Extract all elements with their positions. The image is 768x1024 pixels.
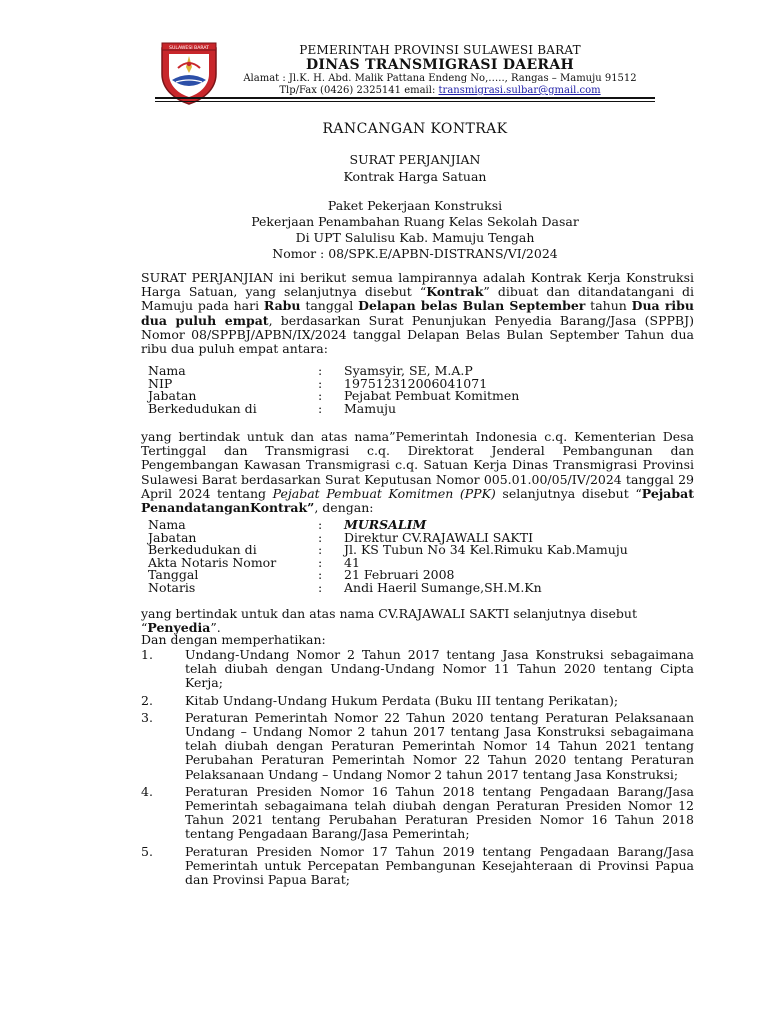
letterhead-contact (230, 85, 650, 97)
field-value: 41 (344, 554, 360, 570)
field-colon: : (318, 542, 323, 557)
list-item-text: Kitab Undang-Undang Hukum Perdata (Buku III tentang Perikatan); (185, 692, 619, 708)
package-line-3: Di UPT Salulisu Kab. Mamuju Tengah (295, 230, 535, 245)
field-label: Jabatan (148, 388, 197, 403)
logo-label: SULAWESI BARAT (169, 45, 209, 51)
field-label: Tanggal (148, 567, 199, 582)
field-value: Jl. KS Tubun No 34 Kel.Rimuku Kab.Mamuju (344, 542, 628, 557)
list-item (141, 648, 694, 691)
letterhead-government: PEMERINTAH PROVINSI SULAWESI BARAT (299, 43, 581, 57)
field-colon: : (318, 529, 323, 545)
subtitle-agreement: SURAT PERJANJIAN (349, 152, 481, 167)
list-item-text: Undang-Undang Nomor 2 Tahun 2017 tentang Jasa Konstruksi sebagaimana telah diubah dengan Undang-Undang Nomor 11 Tahun 2020 tentang Cipta Kerja; (185, 647, 694, 691)
party1-details (148, 365, 701, 415)
field-value: Direktur CV.RAJAWALI SAKTI (344, 529, 534, 545)
package-line-2: Pekerjaan Penambahan Ruang Kelas Sekolah Dasar (251, 214, 579, 229)
subtitle-contract-type: Kontrak Harga Satuan (343, 169, 487, 184)
field-value: MURSALIM (344, 517, 427, 532)
list-item-text: Peraturan Presiden Nomor 17 Tahun 2019 tentang Pengadaan Barang/Jasa Pemerintah untuk Percepatan Pembangunan Kesejahteraan di Provinsi Papua dan Provinsi Papua Barat; (185, 843, 694, 888)
letterhead-agency: DINAS TRANSMIGRASI DAERAH (305, 57, 575, 73)
field-colon: : (318, 400, 323, 416)
list-item-text: Peraturan Pemerintah Nomor 22 Tahun 2020 tentang Peraturan Pelaksanaan Undang – Undang Nomor 2 tahun 2017 tentang Jasa Konstruksi sebagaimana telah diubah dengan Peraturan Pemerintah Nomor 14 Tahun 2021 tentang Perubahan Peraturan Pemerintah Nomor 22 Tahun 2020 tentang Peraturan Pelaksanaan Undang – Undang Nomor 2 tahun 2017 tentang Jasa Konstruksi; (185, 709, 694, 782)
list-item-number: 3. (141, 709, 153, 725)
field-colon: : (318, 554, 323, 570)
intro-paragraph: SURAT PERJANJIAN ini berikut semua lampirannya adalah Kontrak Kerja Konstruksi Harga Satuan, yang selanjutnya disebut “Kontrak” dibuat dan ditandatangani di Mamuju pada hari Rabu tanggal Delapan belas Bulan September tahun Dua ribu dua puluh empat, berdasarkan Surat Penunjukan Penyedia Barang/Jasa (SPPBJ) Nomor 08/SPPBJ/APBN/IX/2024 tanggal Delapan Belas Bulan September Tahun dua ribu dua puluh empat antara: (141, 270, 695, 357)
document-title: RANCANGAN KONTRAK (322, 121, 508, 137)
field-label: Akta Notaris Nomor (148, 554, 277, 570)
letterhead-rule-thin (155, 101, 655, 102)
list-item-number: 1. (141, 647, 153, 662)
list-item (141, 711, 694, 782)
field-label: Berkedudukan di (148, 400, 257, 416)
field-colon: : (318, 579, 323, 595)
letterhead-email-link[interactable]: transmigrasi.sulbar@gmail.com (438, 85, 601, 96)
party2-row (148, 582, 628, 595)
list-item-number: 2. (141, 692, 153, 708)
field-colon: : (318, 517, 323, 532)
legal-basis-list-wrapper (141, 648, 694, 890)
field-value: 21 Februari 2008 (344, 567, 455, 582)
field-label: Notaris (148, 579, 196, 595)
field-label: Nama (148, 517, 186, 532)
field-value: 197512312006041071 (344, 375, 488, 391)
party1-table (148, 365, 519, 415)
field-colon: : (318, 363, 323, 378)
field-value: Mamuju (344, 400, 397, 416)
letterhead-phone: Tlp/Fax (0426) 2325141 email: (279, 85, 439, 96)
considering-heading: Dan dengan memperhatikan: (141, 632, 326, 647)
field-label: Berkedudukan di (148, 542, 257, 557)
letterhead-rule-thick (155, 97, 655, 99)
letterhead (230, 43, 650, 97)
party2-details (148, 519, 701, 594)
list-item (141, 694, 694, 708)
field-value: Pejabat Pembuat Komitmen (344, 388, 520, 403)
party2-table (148, 519, 628, 594)
list-item (141, 785, 694, 842)
list-item-number: 5. (141, 843, 153, 859)
field-value: Andi Haeril Sumange,SH.M.Kn (344, 579, 542, 595)
field-label: Jabatan (148, 529, 197, 545)
letterhead-address: Alamat : Jl.K. H. Abd. Malik Pattana Endeng No,….., Rangas – Mamuju 91512 (243, 73, 637, 84)
list-item (141, 845, 694, 888)
provider-paragraph: yang bertindak untuk dan atas nama CV.RAJAWALI SAKTI selanjutnya disebut “Penyedia”. (141, 606, 637, 636)
contract-number: Nomor : 08/SPK.E/APBN-DISTRANS/VI/2024 (272, 246, 558, 261)
field-label: Nama (148, 363, 186, 378)
list-item-text: Peraturan Presiden Nomor 16 Tahun 2018 tentang Pengadaan Barang/Jasa Pemerintah sebagaimana telah diubah dengan Peraturan Presiden Nomor 12 Tahun 2021 tentang Perubahan Peraturan Presiden Nomor 16 Tahun 2018 tentang Pengadaan Barang/Jasa Pemerintah; (185, 783, 694, 842)
party1-representation-paragraph: yang bertindak untuk dan atas nama”Pemerintah Indonesia c.q. Kementerian Desa Tertinggal dan Transmigrasi c.q. Direktorat Jenderal Pembangunan dan Pengembangan Kawasan Transmigrasi c.q. Satuan Kerja Dinas Transmigrasi Provinsi Sulawesi Barat berdasarkan Surat Keputusan Nomor 005.01.00/05/IV/2024 tanggal 29 April 2024 tentang Pejabat Pembuat Komitmen (PPK) selanjutnya disebut “Pejabat PenandatanganKontrak”, dengan: (141, 429, 695, 516)
party1-row (148, 403, 519, 416)
field-colon: : (318, 388, 323, 403)
list-item-number: 4. (141, 783, 153, 799)
field-colon: : (318, 567, 323, 582)
field-colon: : (318, 375, 323, 391)
legal-basis-list (141, 648, 694, 887)
package-line-1: Paket Pekerjaan Konstruksi (327, 198, 503, 213)
field-value: Syamsyir, SE, M.A.P (344, 363, 473, 378)
field-label: NIP (148, 375, 173, 391)
